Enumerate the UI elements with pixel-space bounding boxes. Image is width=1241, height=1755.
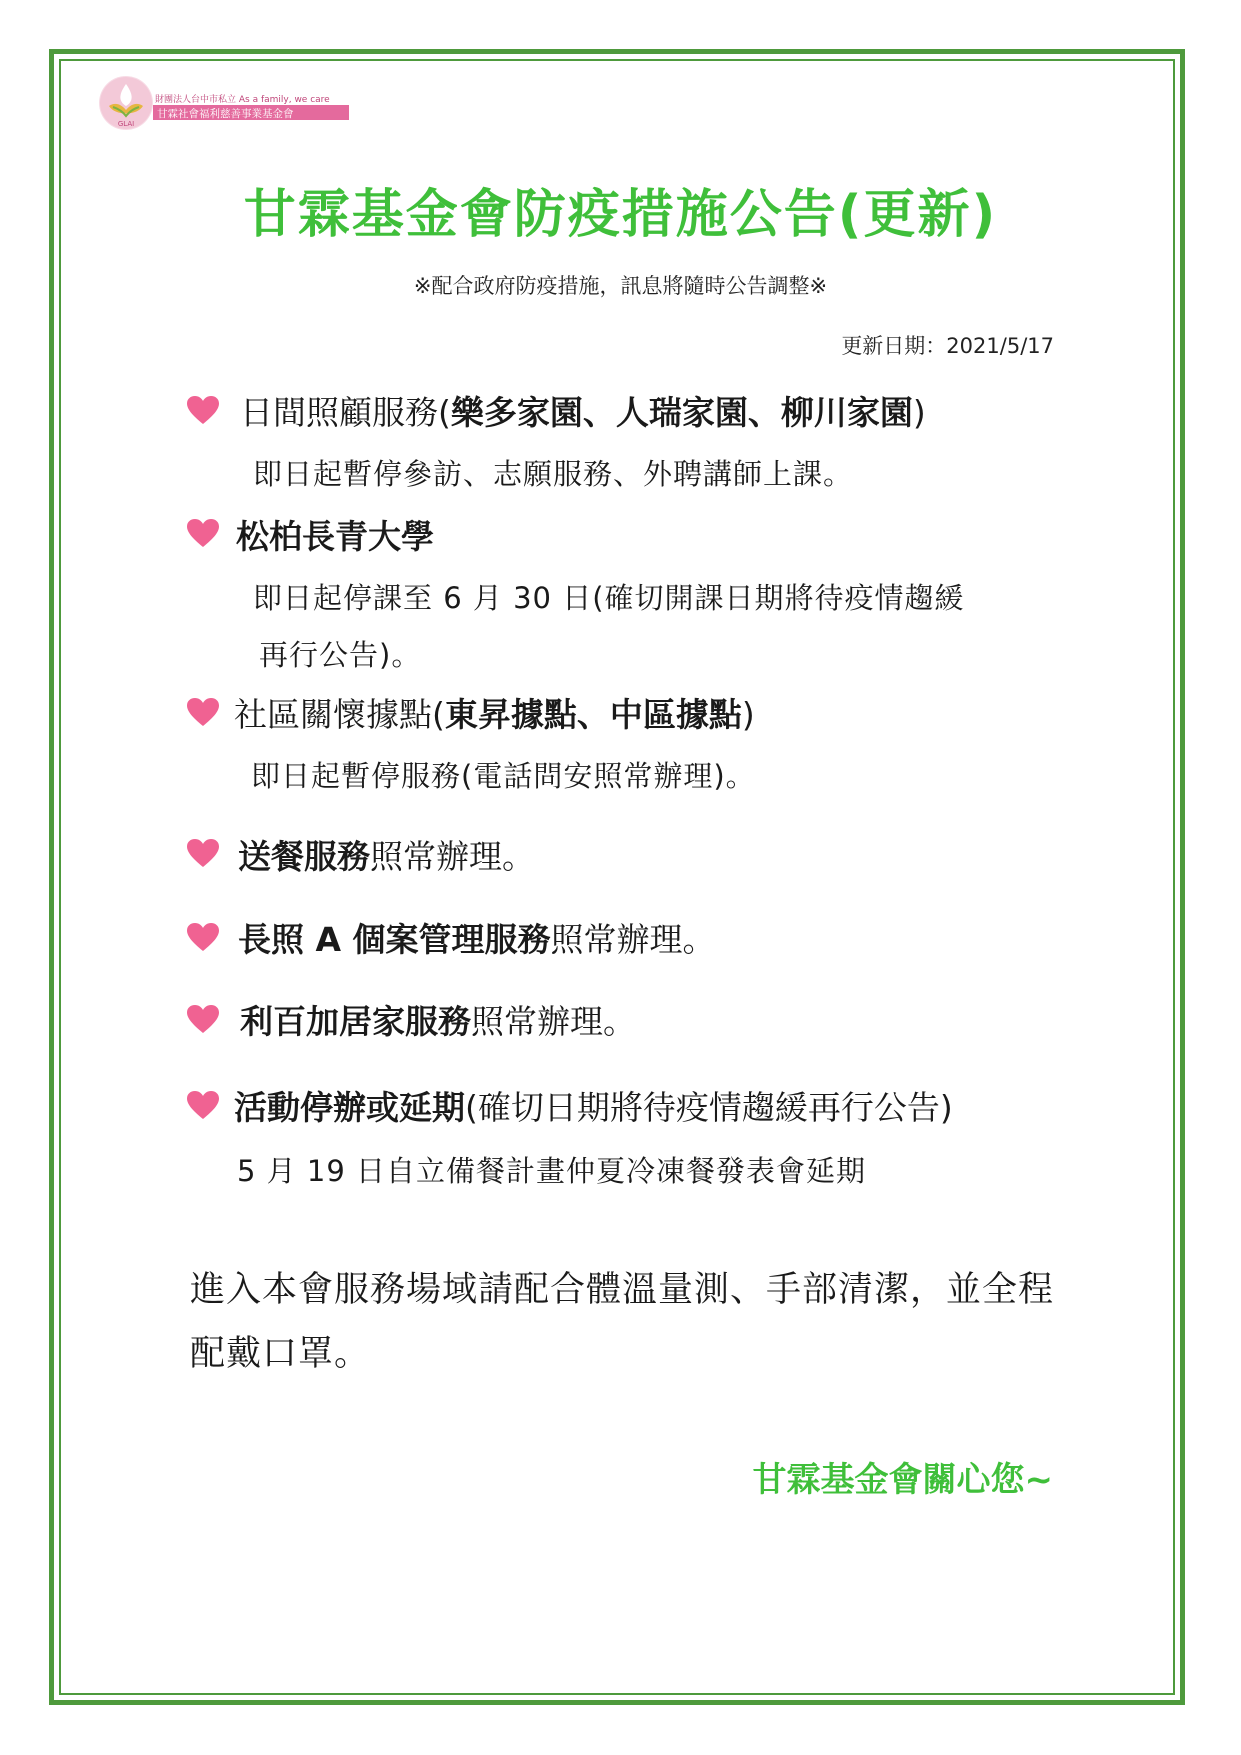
- heart-icon: [186, 922, 220, 952]
- item-desc-university-1: 即日起停課至 6 月 30 日(確切開課日期將待疫情趨緩: [253, 581, 965, 615]
- item-head-plain: 社區關懷據點(: [234, 695, 445, 734]
- item-head-meal: [238, 831, 535, 878]
- item-head-bold: 東昇據點、中區據點: [444, 695, 742, 734]
- item-desc-community: 即日起暫停服務(電話問安照常辦理)。: [251, 759, 756, 793]
- item-desc-day-care: 即日起暫停參訪、志願服務、外聘講師上課。: [253, 457, 854, 491]
- logo-emblem: [99, 76, 153, 130]
- item-head-plain: 日間照顧服務(: [240, 393, 451, 432]
- item-head-bold: 活動停辦或延期: [234, 1088, 465, 1127]
- heart-icon: [186, 1090, 220, 1120]
- item-head-bold: 樂多家園、人瑞家園、柳川家園: [450, 393, 913, 432]
- logo-name: 甘霖社會福利慈善事業基金會: [157, 108, 294, 120]
- page-subtitle: ※配合政府防疫措施，訊息將隨時公告調整※: [413, 274, 828, 298]
- item-head-tail: ): [912, 393, 926, 432]
- logo-leaf-icon: [99, 76, 153, 130]
- item-desc-university-2: 再行公告)。: [259, 638, 422, 672]
- item-head-tail: 照常辦理。: [550, 920, 716, 959]
- heart-icon: [186, 518, 220, 548]
- logo-mark-text: GLAI: [117, 120, 135, 128]
- update-date: 更新日期：2021/5/17: [841, 334, 1054, 358]
- signature-line: 甘霖基金會關心您~: [752, 1460, 1053, 1500]
- heart-icon: [186, 1004, 220, 1034]
- item-head-bold: 利百加居家服務: [240, 1002, 471, 1041]
- page-border-inner: [59, 59, 1175, 1695]
- item-head-university: [236, 511, 434, 558]
- item-head-case-management: [238, 914, 716, 961]
- item-head-bold: 長照 A 個案管理服務: [238, 920, 551, 959]
- logo-tagline: 財團法人台中市私立 As a family, we care: [155, 95, 330, 105]
- notice-paragraph: 進入本會服務場域請配合體溫量測、手部清潔，並全程配戴口罩。: [190, 1270, 1055, 1374]
- item-head-activities: [234, 1082, 953, 1129]
- item-head-day-care: [240, 387, 926, 434]
- foundation-logo: [99, 76, 349, 130]
- heart-icon: [186, 395, 220, 425]
- item-desc-activities: 5 月 19 日自立備餐計畫仲夏冷凍餐發表會延期: [237, 1154, 867, 1188]
- item-head-tail: 照常辦理。: [471, 1002, 636, 1041]
- heart-icon: [186, 838, 220, 868]
- item-head-tail: 照常辦理。: [370, 837, 535, 876]
- item-head-bold: 松柏長青大學: [236, 517, 434, 556]
- item-head-bold: 送餐服務: [238, 837, 370, 876]
- item-head-home-service: [240, 996, 636, 1043]
- heart-icon: [186, 697, 220, 727]
- page-title: 甘霖基金會防疫措施公告(更新): [243, 185, 998, 245]
- item-head-tail: ): [741, 695, 755, 734]
- item-head-tail: (確切日期將待疫情趨緩再行公告): [465, 1088, 953, 1127]
- item-head-community: [234, 689, 755, 736]
- logo-name-band: [153, 105, 349, 120]
